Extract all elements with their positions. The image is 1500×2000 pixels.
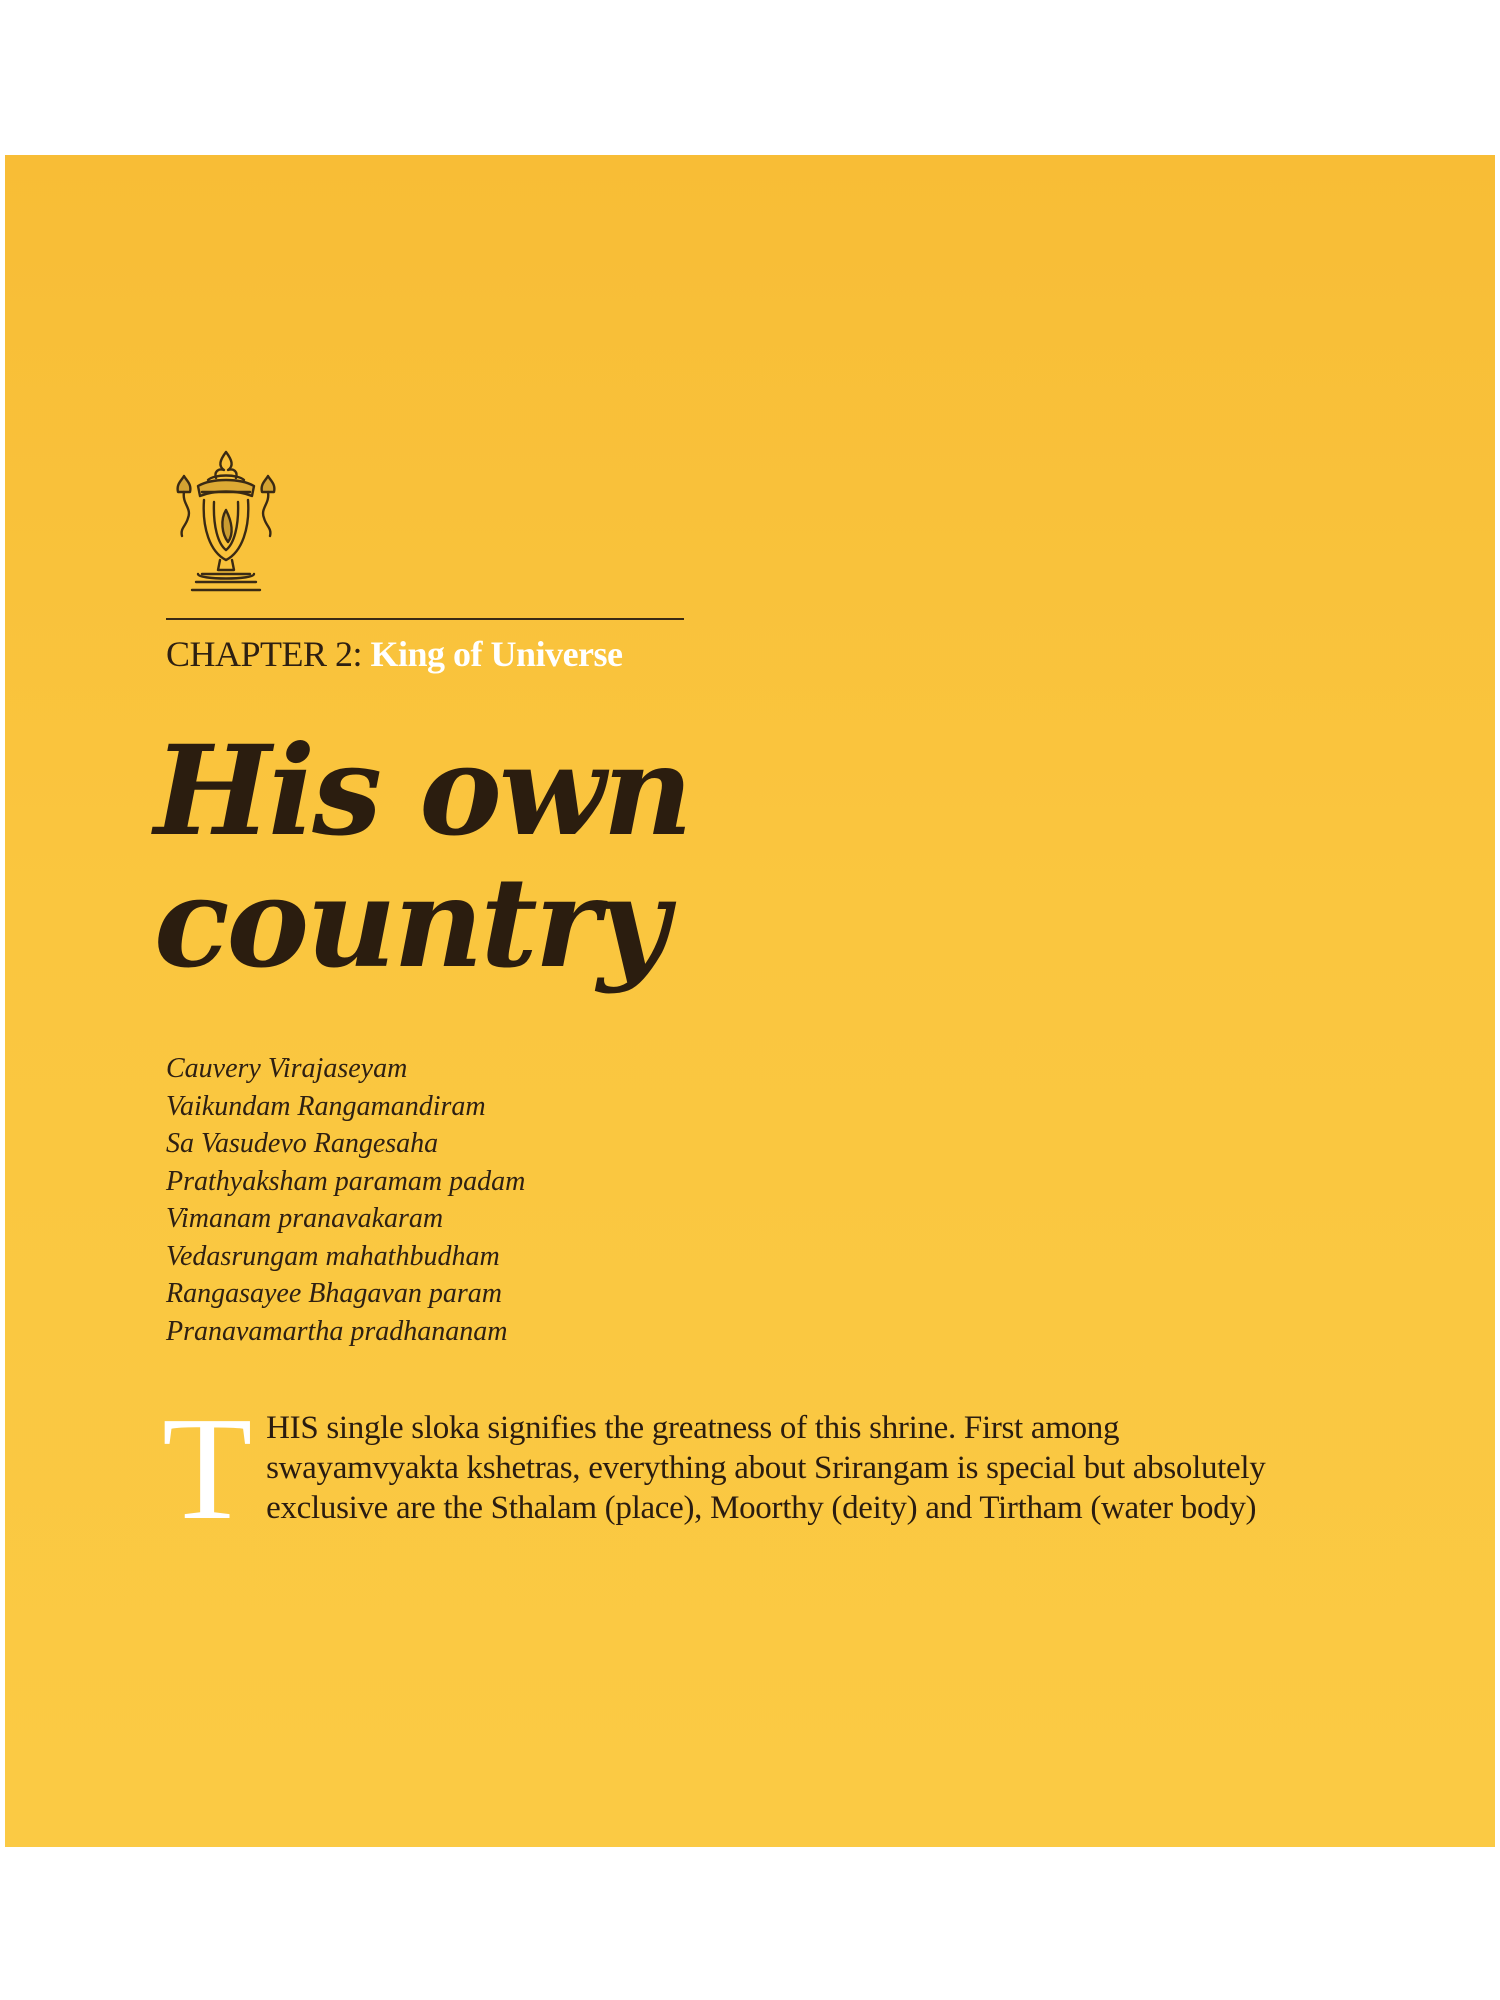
sloka-line: Rangasayee Bhagavan param: [166, 1278, 502, 1309]
chapter-label: CHAPTER 2:: [166, 634, 371, 674]
sloka-line: Vimanam pranavakaram: [166, 1203, 444, 1234]
title-line-2: country: [154, 851, 667, 996]
sloka-line: Sa Vasudevo Rangesaha: [166, 1128, 439, 1159]
page-title: [154, 719, 690, 996]
chapter-heading: [166, 632, 623, 676]
sloka-line: Pranavamartha pradhananam: [166, 1315, 508, 1347]
title-line-1: His own: [154, 719, 690, 864]
sloka-line: Vaikundam Rangamandiram: [166, 1090, 486, 1122]
sloka-line: Vedasrungam mahathbudham: [166, 1240, 500, 1272]
drop-cap: T: [162, 1387, 253, 1551]
book-page: [5, 155, 1495, 1847]
sloka-line: Cauvery Virajaseyam: [166, 1053, 408, 1084]
body-paragraph: [162, 1387, 1316, 1551]
sloka-verse: [166, 1050, 525, 1350]
chapter-title: King of Universe: [370, 634, 623, 674]
chapter-divider: [166, 618, 684, 620]
sloka-line: Prathyaksham paramam padam: [166, 1165, 526, 1197]
namam-temple-emblem-icon: [168, 448, 284, 596]
body-text: HIS single sloka signifies the greatness of this shrine. First among swayamvyakta kshetras, everything about Srirangam is special but absolutely exclusive are the Sthalam (place), Moorthy (deity) and Tirtham (water body): [266, 1410, 1266, 1526]
